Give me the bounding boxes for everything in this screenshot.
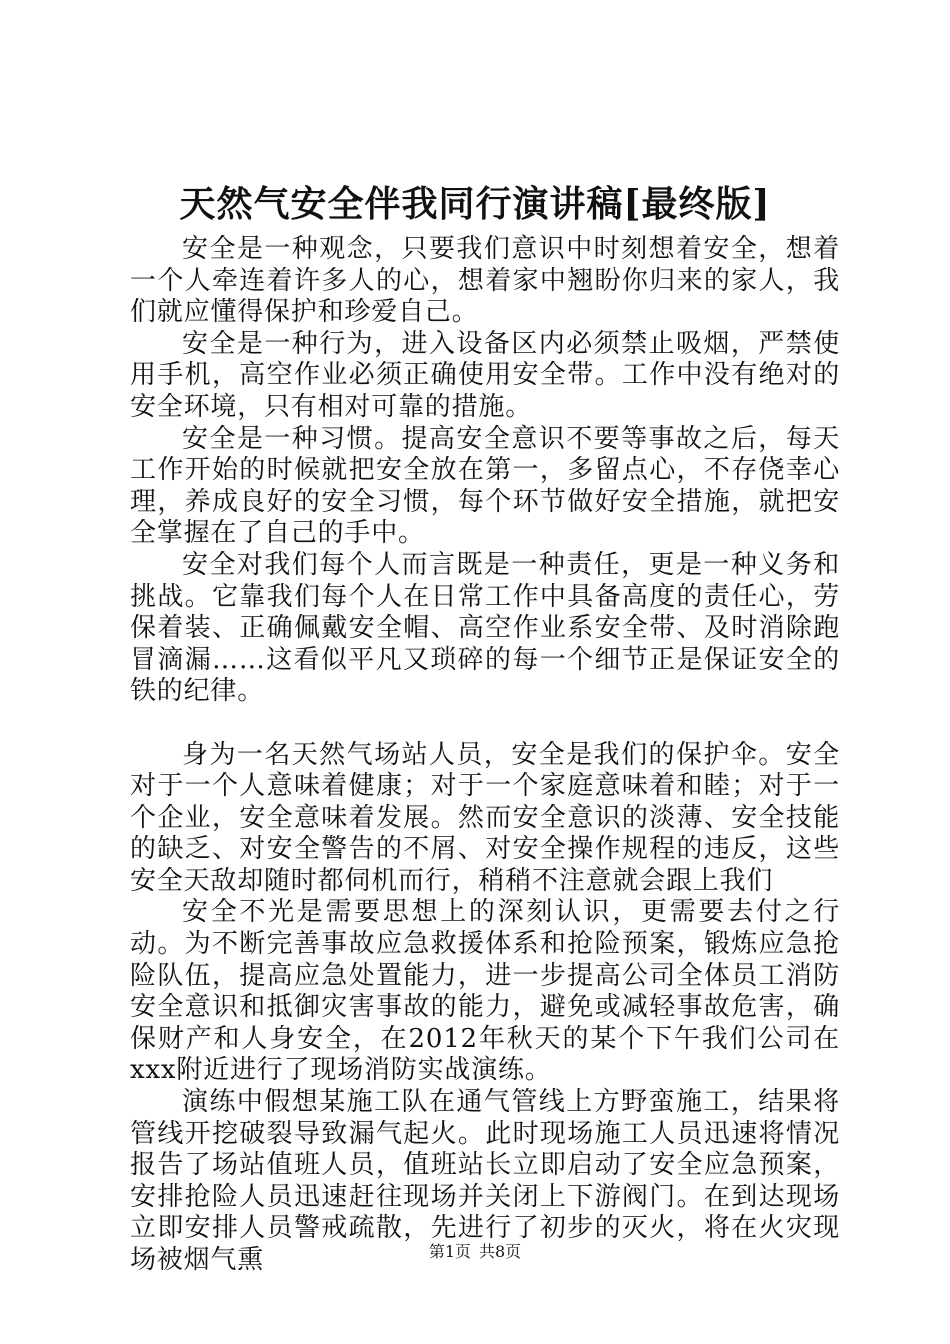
paragraph: 演练中假想某施工队在通气管线上方野蛮施工，结果将管线开挖破裂导致漏气起火。此时现场施工人员迅速将情况报告了场站值班人员，值班站长立即启动了安全应急预案，安排抢险人员迅速赶往现场并关闭上下游阀门。在到达现场立即安排人员警戒疏散，先进行了初步的灭火，将在火灾现场被烟气熏 [130,1087,840,1275]
paragraph: 安全是一种观念，只要我们意识中时刻想着安全，想着一个人牵连着许多人的心，想着家中翘盼你归来的家人，我们就应懂得保护和珍爱自己。 [130,234,840,328]
paragraph: 安全不光是需要思想上的深刻认识，更需要去付之行动。为不断完善事故应急救援体系和抢险预案，锻炼应急抢险队伍，提高应急处置能力，进一步提高公司全体员工消防安全意识和抵御灾害事故的能力，避免或减轻事故危害，确保财产和人身安全，在2012年秋天的某个下午我们公司在xxx附近进行了现场消防实战演练。 [130,897,840,1086]
page-footer [0,1242,950,1262]
document-title: 天然气安全伴我同行演讲稿[最终版] [179,183,771,225]
paragraph: 安全是一种习惯。提高安全意识不要等事故之后，每天工作开始的时候就把安全放在第一，多留点心，不存侥幸心理，养成良好的安全习惯，每个环节做好安全措施，就把安全掌握在了自己的手中。 [130,423,840,549]
document-body [130,234,840,1277]
paragraph: 身为一名天然气场站人员，安全是我们的保护伞。安全对于一个人意味着健康；对于一个家庭意味着和睦；对于一个企业，安全意味着发展。然而安全意识的淡薄、安全技能的缺乏、对安全警告的不屑、对安全操作规程的违反，这些安全天敌却随时都伺机而行，稍稍不注意就会跟上我们 [130,739,840,896]
page-number: 第1页 [428,1242,471,1261]
page-total: 共8页 [479,1242,522,1261]
paragraph: 安全是一种行为，进入设备区内必须禁止吸烟，严禁使用手机，高空作业必须正确使用安全带。工作中没有绝对的安全环境，只有相对可靠的措施。 [130,328,840,422]
paragraph: 安全对我们每个人而言既是一种责任，更是一种义务和挑战。它靠我们每个人在日常工作中具备高度的责任心，劳保着装、正确佩戴安全帽、高空作业系安全带、及时消除跑冒滴漏……这看似平凡又琐碎的每一个细节正是保证安全的铁的纪律。 [130,549,840,707]
